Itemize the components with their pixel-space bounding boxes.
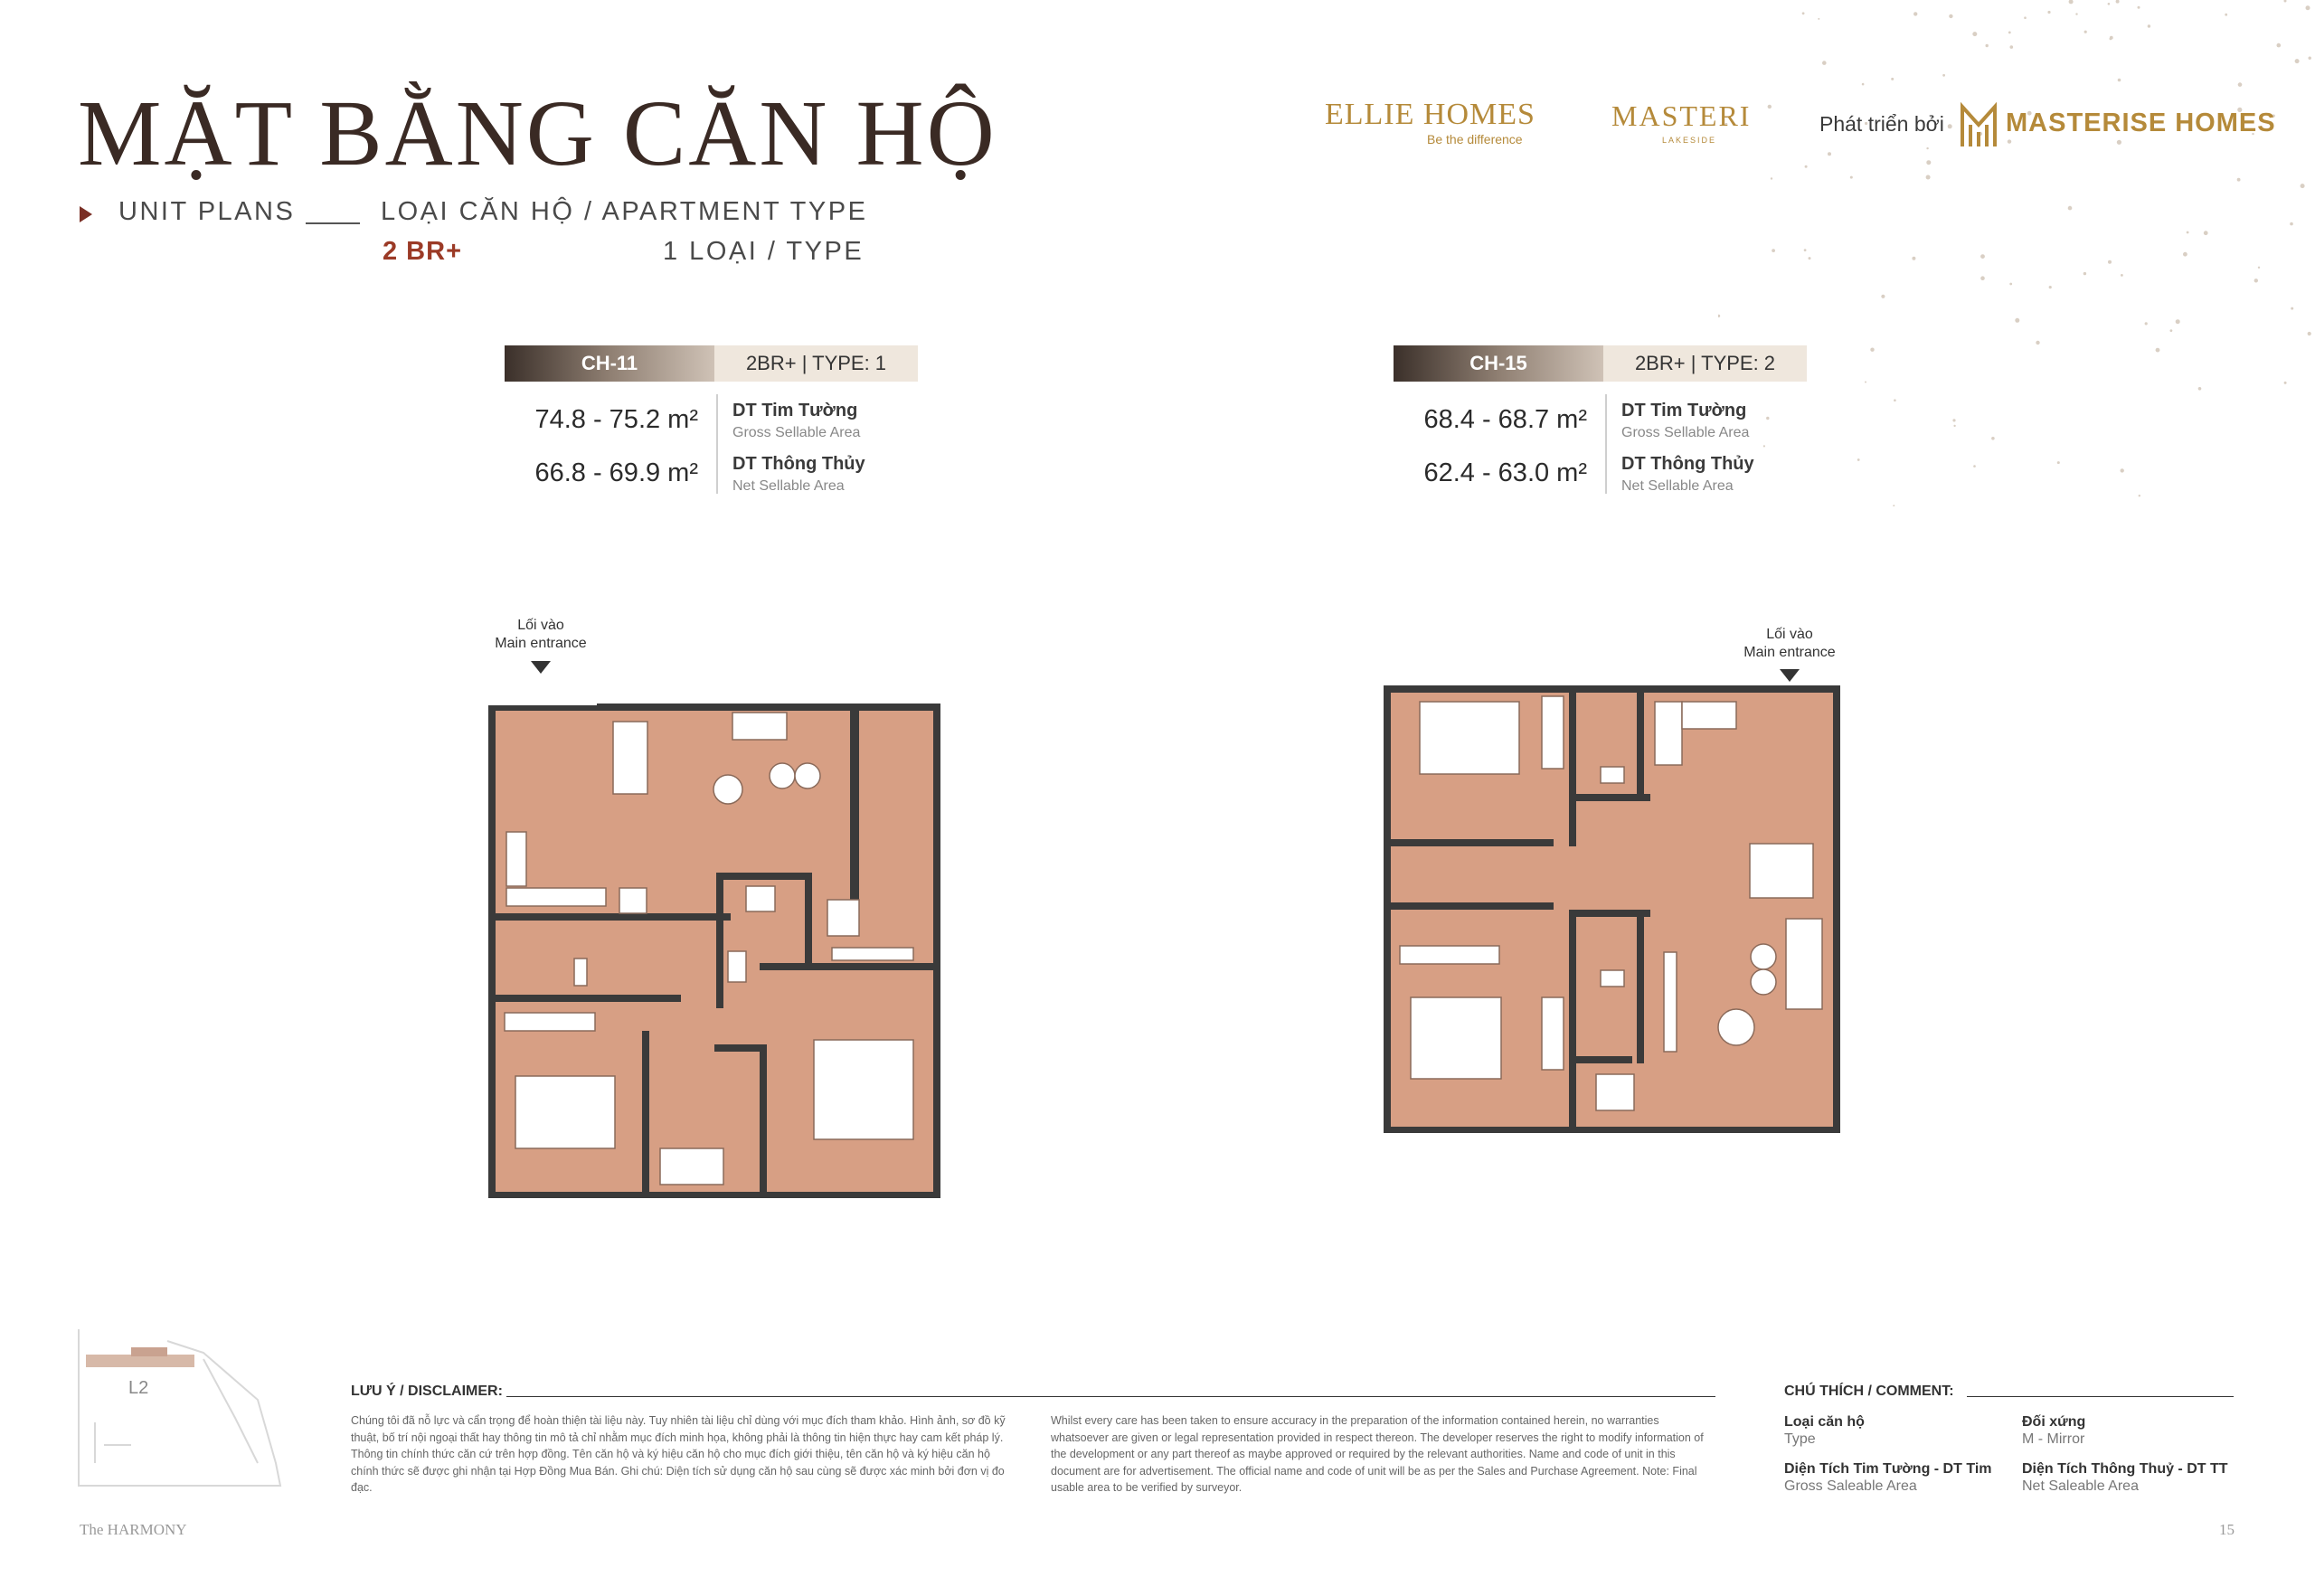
decorative-dot — [1949, 14, 1952, 18]
floor-plan-ch11-shapes — [488, 687, 940, 1198]
arrow-down-icon — [531, 661, 551, 674]
decorative-dot — [1991, 437, 1995, 440]
comment-gross-sub: Gross Saleable Area — [1784, 1478, 1917, 1494]
gross-area-sub: Gross Sellable Area — [732, 425, 861, 440]
page-title: MẶT BẰNG CĂN HỘ — [78, 81, 997, 185]
decorative-dot — [2198, 387, 2202, 391]
decorative-dot — [2187, 231, 2189, 234]
decorative-dot — [1766, 417, 1769, 420]
decorative-dot — [2118, 79, 2121, 82]
unit-code: CH-15 — [1394, 345, 1603, 382]
divider — [306, 222, 360, 224]
decorative-dot — [1718, 315, 1720, 317]
unit-code: CH-11 — [505, 345, 714, 382]
decorative-dot — [1850, 176, 1853, 179]
project-name: The HARMONY — [80, 1521, 187, 1538]
decorative-dot — [1768, 105, 1772, 109]
masteri-sub-logo: LAKESIDE — [1662, 136, 1717, 145]
entrance-en: Main entrance — [495, 636, 587, 651]
decorative-dot — [1828, 152, 1831, 156]
decorative-dot — [2138, 6, 2140, 9]
decorative-dot — [2254, 279, 2258, 282]
decorative-dot — [2145, 322, 2148, 325]
disclaimer-vi: Chúng tôi đã nỗ lực và cẩn trọng để hoàn thiện tài liệu này. Tuy nhiên tài liệu chỉ dùng với mục đích tham khảo. Hình ảnh, sơ đồ kỹ thuật, bố trí nội ngoại thất hay thông tin mô tả chỉ nhằm mục đích minh họa, không phải là thông tin hiện thực hay cam kết pháp lý. Thông tin chính thức căn cứ trên hợp đồng. Tên căn hộ và ký hiệu căn hộ cho mục đích giới thiệu, tên căn hộ và ký hiệu căn hộ chính thức sẽ được ghi nhận tại Hợp Đồng Mua Bán. Ghi chú: Diện tích sử dụng căn hộ sau cùng sẽ được xác minh bởi đơn vị đo đạc. — [351, 1414, 1006, 1494]
decorative-dot — [2148, 24, 2150, 27]
comment-net-sub: Net Saleable Area — [2022, 1478, 2139, 1494]
decorative-dot — [2047, 11, 2050, 14]
decorative-dot — [2075, 13, 2077, 14]
floor-plan-ch15 — [1384, 685, 1840, 1133]
decorative-dot — [1948, 124, 1952, 128]
decorative-dot — [1972, 32, 1977, 36]
decorative-dot — [1926, 147, 1928, 149]
entrance-label-ch11 — [487, 617, 595, 653]
decorative-dot — [2139, 495, 2140, 496]
unit-header-ch15 — [1394, 345, 1807, 382]
decorative-dot — [1818, 18, 1819, 20]
net-area-value: 66.8 - 69.9 m² — [534, 458, 698, 487]
ellie-homes-tagline: Be the difference — [1427, 132, 1523, 146]
comment-type-label: Loại căn hộ — [1784, 1414, 1865, 1430]
decorative-dot — [1862, 83, 1865, 86]
masterise-homes-logo: MASTERISE HOMES — [2006, 109, 2276, 137]
decorative-dot — [2084, 31, 2087, 33]
decorative-dot — [1912, 257, 1915, 260]
decorative-dot — [1809, 257, 1811, 260]
divider — [506, 1396, 1715, 1397]
net-area-sub: Net Sellable Area — [1621, 478, 1734, 494]
bedroom-count: 2 BR+ — [383, 237, 463, 266]
gross-area-value: 74.8 - 75.2 m² — [534, 405, 698, 434]
comment-type-sub: Type — [1784, 1431, 1816, 1447]
decorative-dot — [2258, 267, 2260, 269]
decorative-dot — [2290, 222, 2293, 226]
decorative-dot — [2308, 332, 2311, 335]
decorative-dot — [2008, 32, 2011, 34]
decorative-dot — [2024, 16, 2027, 19]
decorative-dot — [2110, 36, 2113, 40]
decorative-dot — [2291, 307, 2293, 310]
decorative-dot — [2238, 82, 2243, 87]
decorative-dot — [2183, 252, 2187, 257]
decorative-dot — [1822, 61, 1827, 65]
key-plan-shapes — [79, 1329, 280, 1486]
decorative-dot — [2116, 0, 2120, 4]
floor-plan-ch15-shapes — [1384, 685, 1840, 1133]
decorative-dot — [2170, 329, 2173, 332]
disclaimer-heading: LƯU Ý / DISCLAIMER: — [351, 1384, 503, 1399]
net-area-label: DT Thông Thủy — [732, 454, 865, 474]
decorative-dot — [1952, 419, 1955, 421]
decorative-dot — [2008, 139, 2011, 143]
decorative-dot — [2176, 319, 2180, 324]
net-area-sub: Net Sellable Area — [732, 478, 845, 494]
entrance-en: Main entrance — [1743, 645, 1836, 660]
comment-mirror-label: Đối xứng — [2022, 1414, 2086, 1430]
comment-heading: CHÚ THÍCH / COMMENT: — [1784, 1384, 1954, 1399]
decorative-dot — [2156, 348, 2160, 353]
gross-area-label: DT Tim Tường — [1621, 401, 1747, 420]
apartment-type-label: LOẠI CĂN HỘ / APARTMENT TYPE — [381, 197, 868, 226]
highlighted-unit — [131, 1347, 167, 1356]
comment-net-label: Diện Tích Thông Thuỷ - DT TT — [2022, 1461, 2228, 1477]
decorative-dot — [2309, 56, 2311, 59]
decorative-dot — [2108, 260, 2112, 264]
gross-area-label: DT Tim Tường — [732, 401, 858, 420]
decorative-dot — [1802, 12, 1805, 14]
gross-area-value: 68.4 - 68.7 m² — [1423, 405, 1587, 434]
decorative-dot — [2108, 3, 2111, 5]
decorative-dot — [2121, 468, 2124, 472]
decorative-dot — [2121, 274, 2123, 277]
net-area-label: DT Thông Thủy — [1621, 454, 1754, 474]
unit-type: 2BR+ | TYPE: 2 — [1603, 345, 1807, 382]
decorative-dot — [1771, 177, 1772, 179]
decorative-dot — [2068, 206, 2073, 211]
decorative-dot — [1980, 276, 1985, 280]
divider — [716, 394, 718, 494]
decorative-dot — [2084, 272, 2086, 275]
decorative-dot — [2117, 140, 2121, 145]
play-triangle-icon — [80, 206, 92, 222]
decorative-dot — [1926, 175, 1931, 180]
key-plan-level: L2 — [128, 1378, 149, 1398]
decorative-dot — [2009, 283, 2012, 286]
decorative-dot — [2301, 184, 2305, 188]
decorative-dot — [2306, 5, 2310, 10]
page-number: 15 — [2219, 1521, 2235, 1538]
decorative-dot — [2237, 178, 2241, 182]
decorative-dot — [1891, 78, 1894, 80]
floor-plan-ch11 — [488, 687, 940, 1198]
disclaimer-en: Whilst every care has been taken to ensure accuracy in the preparation of the information contained herein, no warranties whatsoever are given or legal representation provided in respect thereon. The developer reserves the right to modify information of the development or any part thereof as maybe approved or required by the relevant authorities. Name and code of unit in this document are for advertisement. The official name and code of unit will be as per the Sales and Purchase Agreement. Note: Final usable area to be verified by surveyor. — [1051, 1414, 1704, 1494]
decorative-dot — [2277, 43, 2282, 48]
decorative-dot — [1973, 465, 1976, 467]
decorative-dot — [2057, 461, 2060, 464]
unit-type: 2BR+ | TYPE: 1 — [714, 345, 918, 382]
decorative-dot — [2036, 341, 2039, 345]
net-area-value: 62.4 - 63.0 m² — [1423, 458, 1587, 487]
decorative-dot — [1913, 12, 1917, 15]
entrance-label-ch15 — [1735, 626, 1844, 662]
decorative-dot — [2284, 382, 2287, 384]
decorative-dot — [1894, 399, 1896, 401]
decorative-dot — [1772, 249, 1775, 252]
decorative-dot — [1953, 425, 1955, 427]
unit-header-ch11 — [505, 345, 918, 382]
arrow-down-icon — [1780, 669, 1800, 682]
decorative-dot-pattern — [1718, 0, 2315, 506]
decorative-dot — [1805, 165, 1808, 168]
ellie-homes-logo: ELLIE HOMES — [1325, 98, 1535, 131]
unit-plans-label: UNIT PLANS — [118, 197, 296, 226]
type-count: 1 LOẠI / TYPE — [663, 237, 865, 266]
highlighted-block — [86, 1355, 194, 1367]
decorative-dot — [1870, 348, 1874, 352]
masterise-homes-icon — [1959, 101, 1998, 148]
gross-area-sub: Gross Sellable Area — [1621, 425, 1750, 440]
divider — [1605, 394, 1607, 494]
decorative-dot — [2015, 318, 2019, 323]
decorative-dot — [1865, 382, 1866, 383]
decorative-dot — [2225, 14, 2227, 16]
decorative-dot — [1857, 458, 1860, 461]
decorative-dot — [1926, 160, 1931, 165]
decorative-dot — [1763, 445, 1765, 447]
decorative-dot — [2295, 59, 2300, 63]
decorative-dot — [1986, 44, 1989, 47]
comment-mirror-sub: M - Mirror — [2022, 1431, 2085, 1447]
decorative-dot — [2010, 45, 2014, 49]
decorative-dot — [1942, 74, 1945, 77]
entrance-vi: Lối vào — [1766, 627, 1813, 642]
masteri-logo: MASTERI — [1611, 99, 1752, 132]
decorative-dot — [2284, 0, 2287, 3]
entrance-vi: Lối vào — [517, 618, 564, 633]
decorative-dot — [2204, 231, 2208, 235]
developed-by-label: Phát triển bởi — [1819, 112, 1944, 136]
key-plan — [77, 1327, 285, 1490]
decorative-dot — [2069, 0, 2074, 4]
divider — [1967, 1396, 2234, 1397]
decorative-dot — [2049, 286, 2052, 288]
comment-gross-label: Diện Tích Tim Tường - DT Tim — [1784, 1461, 1992, 1477]
decorative-dot — [1804, 249, 1807, 251]
decorative-dot — [1980, 254, 1985, 259]
decorative-dot — [1881, 295, 1885, 298]
decorative-dot — [1893, 505, 1895, 506]
